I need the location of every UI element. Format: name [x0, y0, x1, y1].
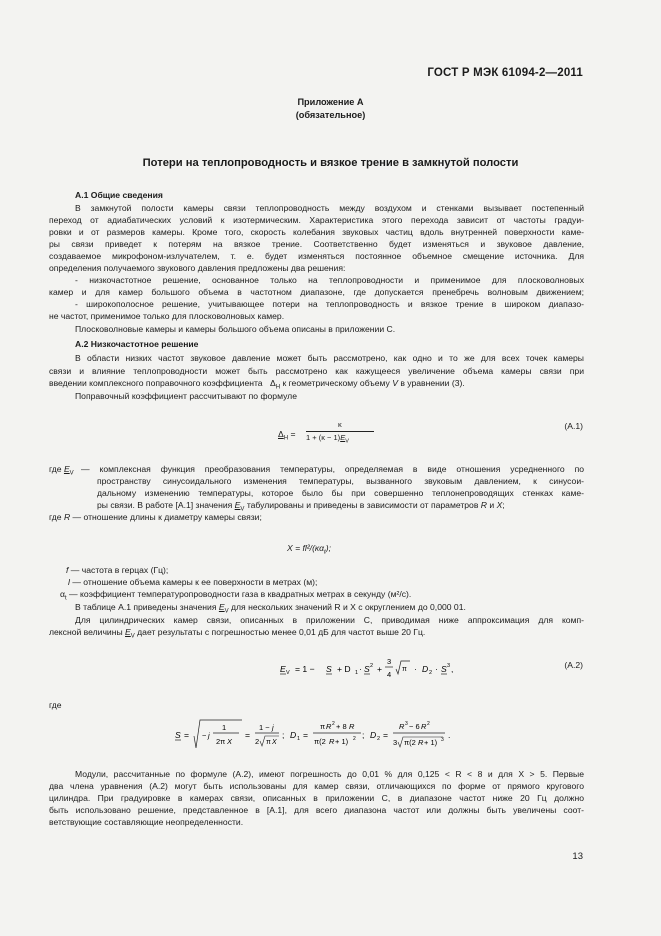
- variable-l: l — отношение объема камеры к ее поверхности в метрах (м);: [68, 577, 318, 587]
- svg-text:3: 3: [387, 657, 392, 666]
- svg-text:1: 1: [222, 723, 227, 732]
- paragraph-line: два члена уравнения (А.2) могут быть использованы для камер связи, отличающихся по форме от прямого кругового: [49, 781, 584, 791]
- svg-text:3: 3: [441, 737, 444, 743]
- svg-text:= 1 −: = 1 −: [295, 664, 315, 674]
- svg-text:S: S: [364, 664, 370, 674]
- svg-text:R: R: [418, 738, 424, 747]
- fraction-bar: [306, 431, 374, 432]
- eq-a1-denominator: $1 + (\kappa - 1)E_V$: [306, 433, 349, 445]
- equation-x: X = fl²/$(\kappa\alpha_t)$;: [287, 543, 331, 556]
- equation-a1: [278, 420, 368, 450]
- svg-text:2: 2: [353, 736, 356, 742]
- variable-alpha: $\alpha_t$ — коэффициент температуропроводности газа в квадратных метрах в секунду (м²/с).: [60, 589, 412, 602]
- paragraph-line: ровки и от размеров камеры. Кроме того, скорость колебания звуковых частиц вдоль внутренней поверхности каме-: [49, 227, 584, 237]
- svg-text:S: S: [326, 664, 332, 674]
- svg-text:1: 1: [355, 670, 359, 676]
- definition-line-with-symbols: ры связи. В работе [А.1] значения $E_V$ табулированы и приведены в зависимости от параметров R и X;: [97, 500, 505, 513]
- svg-text:=: =: [184, 730, 190, 740]
- page-number: 13: [572, 851, 583, 862]
- svg-text:+ 1): + 1): [424, 738, 438, 747]
- svg-text:D: D: [290, 730, 297, 740]
- svg-text:2π: 2π: [216, 737, 226, 746]
- svg-text:π: π: [266, 739, 271, 746]
- eq-a1-numerator: κ: [338, 420, 342, 429]
- svg-text:.: .: [448, 730, 451, 740]
- paragraph-line: цилиндра. При градуировке в камерах связи, описанных в приложении С, в диапазоне частот ниже 20 Гц должно: [49, 793, 584, 803]
- eq-a1-lhs: $\Delta_H$ =: [278, 429, 296, 442]
- paragraph-line-with-symbols: лексной величины $E_V$ дает результаты с погрешностью менее 0,01 дБ для частот выше 20 Гц.: [49, 627, 426, 640]
- svg-text:π(2: π(2: [314, 737, 326, 746]
- paragraph-line: переход от адиабатических условий к изотермическим. Характеристика этого перехода зависит от частоты градуи-: [49, 215, 584, 225]
- svg-text:3: 3: [447, 663, 451, 669]
- svg-text:,: ,: [451, 664, 454, 674]
- variable-f: f — частота в герцах (Гц);: [66, 565, 169, 575]
- paragraph-line: ветствующие составляющие неопределенности.: [49, 817, 244, 827]
- equation-a2: [280, 652, 520, 686]
- svg-text:4: 4: [387, 670, 392, 679]
- annex-title: Приложение А: [297, 97, 364, 107]
- svg-text:D: D: [422, 664, 429, 674]
- where-lead: где $E_V$: [49, 464, 74, 477]
- svg-text:2: 2: [255, 737, 260, 746]
- svg-text:S: S: [175, 730, 181, 740]
- svg-text:+ 8: + 8: [336, 722, 347, 731]
- delta-h-symbol: $\Delta_H$: [269, 378, 281, 391]
- svg-text:−: −: [202, 731, 207, 740]
- paragraph-line: Модули, рассчитанные по формуле (А.2), имеют погрешность до 0,01 % для 0,125 < R < 8 и для X > 5. Первые: [75, 769, 584, 779]
- list-item-line: - широкополосное решение, учитывающее потери на теплопроводность и вязкое трение в широком диапазо-: [75, 299, 584, 309]
- svg-text:R: R: [421, 722, 427, 731]
- section-a2-heading: А.2 Низкочастотное решение: [75, 339, 199, 349]
- annex-status: (обязательное): [295, 110, 366, 120]
- list-item-line: - низкочастотное решение, основанное только на теплопроводности и применимое для плосковолновых: [75, 275, 584, 285]
- svg-text:=: =: [245, 730, 251, 740]
- svg-text:π: π: [402, 666, 407, 673]
- svg-text:·: ·: [414, 664, 417, 674]
- svg-text:1: 1: [297, 736, 301, 742]
- svg-text:R: R: [329, 737, 335, 746]
- svg-text:2: 2: [370, 663, 374, 669]
- svg-text:j: j: [208, 731, 210, 740]
- svg-text:2: 2: [332, 721, 335, 727]
- svg-text:3: 3: [393, 738, 398, 747]
- definition-line: дальному изменению температуры, которое было бы при совершенно теплонепроводящих стенках каме-: [97, 488, 584, 498]
- paragraph-line: связи и влияние теплопроводности может быть рассмотрено как кажущееся увеличение объема камеры связи при: [49, 366, 584, 376]
- svg-text:+ D: + D: [337, 664, 351, 674]
- svg-text:2: 2: [427, 721, 430, 727]
- svg-text:3: 3: [405, 721, 408, 727]
- paragraph-line: создаваемое микрофоном-излучателем, т. е. будет изменяться постоянное объемное смещение источника. Для: [49, 251, 584, 261]
- svg-text:=: =: [383, 730, 389, 740]
- svg-text:S: S: [441, 664, 447, 674]
- definition-line: — комплексная функция преобразования температуры, определяемая в виде отношения усредненного по: [81, 464, 584, 474]
- paragraph-line: определения получаемого звукового давления предложены два решения:: [49, 263, 346, 273]
- svg-text:E: E: [280, 664, 286, 674]
- paragraph-line-with-symbols: введении комплексного поправочного коэффициента $\Delta_H$ к геометрическому объему V в уравнении (3).: [49, 378, 465, 391]
- svg-text:;: ;: [362, 730, 365, 740]
- svg-text:=: =: [303, 730, 309, 740]
- svg-text:+ 1): + 1): [335, 737, 349, 746]
- svg-text:·: ·: [359, 664, 362, 674]
- document-title: Потери на теплопроводность и вязкое трение в замкнутой полости: [142, 157, 519, 169]
- svg-text:R: R: [399, 722, 405, 731]
- paragraph-line: Для цилиндрических камер связи, описанных в приложении С, приводимая ниже аппроксимация для комп-: [75, 615, 584, 625]
- svg-text:j: j: [272, 723, 274, 732]
- table-reference-line: В таблице А.1 приведены значения $E_V$ для нескольких значений R и X с округлением до 0,000 01.: [75, 602, 466, 615]
- svg-text:2: 2: [429, 670, 433, 676]
- list-item-line: не частот, применимое только для плосковолновых камер.: [49, 311, 285, 321]
- svg-text:1 −: 1 −: [259, 723, 270, 732]
- svg-text:;: ;: [282, 730, 285, 740]
- svg-text:R: R: [326, 722, 332, 731]
- definition-line: пространству синусоидального изменения температуры, вызванного звуковым давлением, к синусои-: [97, 476, 584, 486]
- list-item-line: камер и для камер большого объема в частотном диапазоне, где допускается пренебречь волновым движением;: [49, 287, 584, 297]
- paragraph-line: ры связи приведет к потерям на вязкое трение. Соответственно будет изменяться и звуковое давление,: [49, 239, 584, 249]
- svg-text:+: +: [377, 664, 383, 674]
- standard-designation: ГОСТ Р МЭК 61094-2—2011: [427, 67, 583, 79]
- paragraph-line: Плосковолновые камеры и камеры большого объема описаны в приложении С.: [75, 324, 396, 334]
- eq-a2-number: (А.2): [564, 660, 583, 670]
- svg-text:X: X: [227, 737, 233, 746]
- svg-text:π: π: [320, 722, 326, 731]
- svg-text:D: D: [370, 730, 377, 740]
- symbol-v: V: [392, 378, 398, 388]
- paragraph-line: Поправочный коэффициент рассчитывают по формуле: [75, 391, 297, 401]
- svg-text:2: 2: [377, 736, 381, 742]
- svg-text:X: X: [272, 739, 277, 746]
- where-lead-2: где: [49, 700, 62, 710]
- svg-text:R: R: [349, 722, 355, 731]
- definition-line-r: где R — отношение длины к диаметру камеры связи;: [49, 512, 262, 522]
- svg-text:− 6: − 6: [409, 722, 420, 731]
- svg-text:V: V: [286, 670, 290, 676]
- paragraph-line: В области низких частот звуковое давление может быть рассмотрено, как одно и то же для всех точек камеры: [75, 353, 584, 363]
- svg-text:π(2: π(2: [404, 738, 416, 747]
- paragraph-line: быть использовано решение, представленное в [А.1], для всего диапазона частот или должны быть увеличены соот-: [49, 805, 584, 815]
- svg-text:·: ·: [435, 664, 438, 674]
- section-a1-heading: А.1 Общие сведения: [75, 190, 163, 200]
- equation-s-d1-d2: [175, 716, 465, 756]
- paragraph-line: В замкнутой полости камеры связи теплопроводность между воздухом и стенками вызывает постепенный: [75, 203, 584, 213]
- eq-a1-number: (А.1): [564, 421, 583, 431]
